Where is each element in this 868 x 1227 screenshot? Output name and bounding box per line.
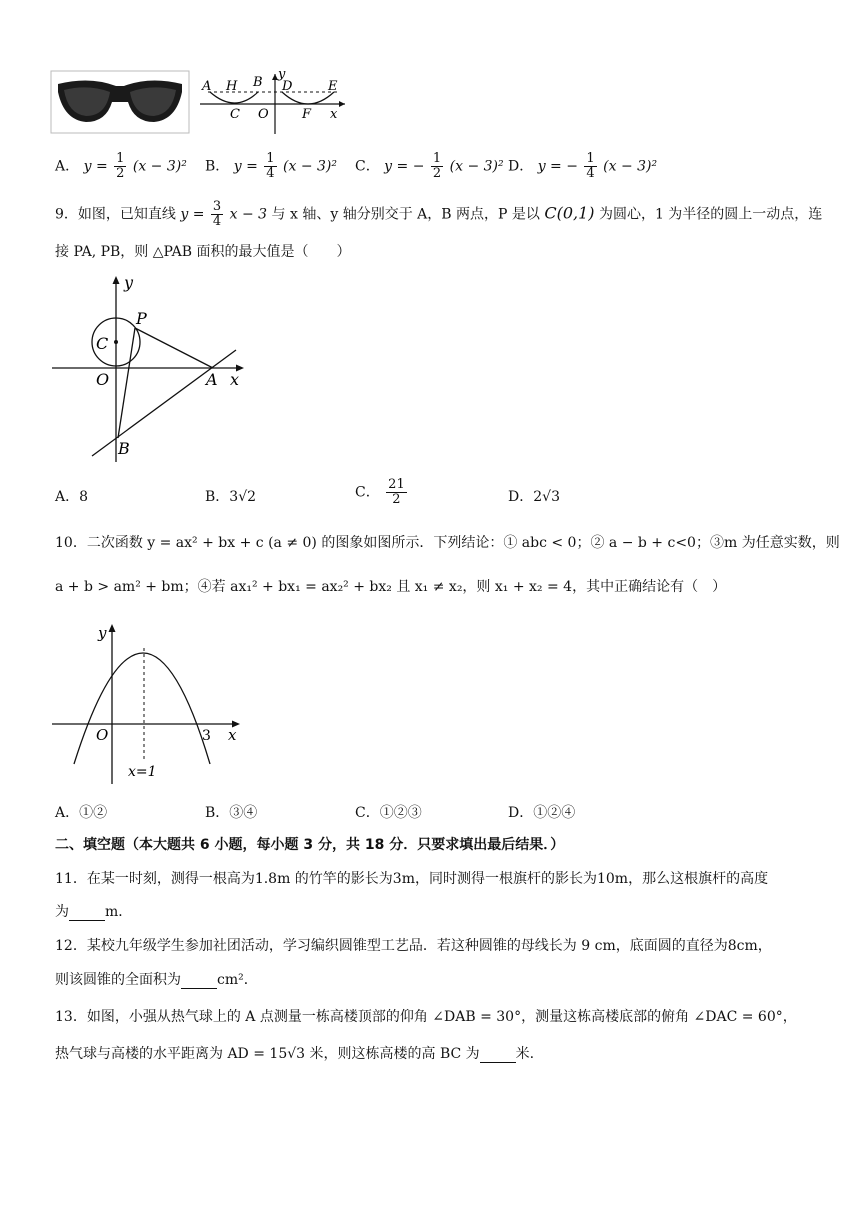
q10-label-O: O: [96, 726, 109, 744]
q8-option-c-rest: (x − 3)²: [449, 158, 504, 175]
q12-line2-text-b: cm²．: [217, 972, 258, 988]
q9-option-c[interactable]: [355, 478, 409, 507]
q12-stem-line1: 12．某校九年级学生参加社团活动，学习编织圆锥型工艺品．若这种圆锥的母线长为 9 cm，底面圆的直径为8cm，: [55, 938, 772, 954]
q13-stem-line1: 13．如图，小强从热气球上的 A 点测量一栋高楼顶部的仰角 ∠DAB = 30°，测量这栋高楼底部的俯角 ∠DAC = 60°，: [55, 1009, 797, 1025]
q9-option-a-letter: A．: [55, 489, 80, 505]
section2-heading: 二、填空题（本大题共 6 小题，每小题 3 分，共 18 分．只要求填出最后结果．）: [55, 837, 565, 853]
q9-option-d-text: 2√3: [533, 489, 560, 505]
q9-slope-fraction: $\frac{3}{4}$: [212, 199, 222, 229]
q10-label-x: x: [228, 726, 237, 744]
q8-label-y: y: [278, 70, 286, 82]
q10-figure-svg: [50, 618, 250, 786]
q10-option-d-letter: D．: [508, 805, 534, 821]
q10-option-b[interactable]: [205, 802, 257, 822]
q10-option-d[interactable]: [508, 802, 575, 822]
q9-figure: [50, 272, 250, 464]
q10-stem-line2: a + b > am² + bm；④若 ax₁² + bx₁ = ax₂² + bx₂ 且 x₁ ≠ x₂，则 x₁ + x₂ = 4，其中正确结论有（ ）: [55, 579, 727, 595]
q11-answer-blank[interactable]: [69, 906, 105, 921]
q9-eq-right: x − 3: [229, 206, 268, 223]
q10-option-c-letter: C．: [355, 805, 380, 821]
q8-figure-svg: [50, 70, 350, 136]
q8-label-A: A: [202, 79, 212, 94]
q10-figure: [50, 618, 250, 786]
q10-option-b-letter: B．: [205, 805, 230, 821]
q9-eq-left: y =: [180, 206, 205, 223]
q9-stem-line2: 接 PA, PB，则 △PAB 面积的最大值是（ ）: [55, 244, 351, 260]
q8-option-b-fraction: $\frac{1}{4}$: [266, 151, 275, 181]
q9-label-B: B: [118, 439, 130, 458]
q9-label-x: x: [230, 370, 240, 389]
q8-option-a-sign: y =: [83, 158, 108, 175]
q8-label-D: D: [282, 79, 293, 94]
q9-option-d[interactable]: [508, 486, 560, 506]
q10-option-d-text: ①②④: [533, 805, 576, 821]
q9-option-c-letter: C．: [355, 484, 380, 501]
q9-option-d-letter: D．: [508, 489, 534, 505]
q8-option-b-letter: B．: [205, 158, 230, 175]
q8-option-b-sign: y =: [233, 158, 258, 175]
q9-option-c-fraction: $\frac{21}{2}$: [388, 477, 405, 507]
q8-option-c[interactable]: [355, 152, 504, 181]
q8-option-d-letter: D．: [508, 158, 534, 175]
q10-option-a-letter: A．: [55, 805, 80, 821]
q8-graph: [200, 74, 345, 134]
q8-option-a[interactable]: [55, 152, 187, 181]
q9-option-b-text: 3√2: [229, 489, 257, 505]
q8-option-d-fraction: $\frac{1}{4}$: [586, 151, 595, 181]
q11-stem-line2: [55, 903, 132, 921]
q9-stem-text-d: 为圆心，1 为半径的圆上一动点，连: [598, 206, 823, 223]
q10-stem-line1: 10．二次函数 y = ax² + bx + c (a ≠ 0) 的图象如图所示．下列结论：① abc < 0；② a − b + c<0；③m 为任意实数，则: [55, 535, 840, 551]
q10-option-b-text: ③④: [229, 805, 258, 821]
q11-stem-line1: 11．在某一时刻，测得一根高为1.8m 的竹竿的影长为3m，同时测得一根旗杆的影长为10m，那么这根旗杆的高度: [55, 871, 769, 887]
q9-stem-text-a: 9．如图，已知直线: [55, 206, 176, 223]
q8-option-c-sign: y = −: [384, 158, 425, 175]
q8-label-E: E: [328, 79, 338, 94]
q13-line2-text-a: 热气球与高楼的水平距离为 AD = 15√3 米，则这栋高楼的高 BC 为: [55, 1046, 480, 1062]
q10-option-a[interactable]: [55, 802, 107, 822]
q8-option-b-rest: (x − 3)²: [283, 158, 338, 175]
q9-label-A: A: [206, 370, 218, 389]
q13-answer-blank[interactable]: [480, 1048, 516, 1063]
q8-label-x: x: [330, 107, 338, 122]
q9-option-b[interactable]: [205, 486, 256, 506]
q9-label-C: C: [96, 334, 109, 353]
q8-label-F: F: [302, 107, 312, 122]
q8-option-b[interactable]: [205, 152, 337, 181]
q9-stem-text-b: 与 x 轴、y 轴分别交于 A，B 两点，P 是以: [271, 206, 540, 223]
q9-label-y: y: [124, 273, 134, 292]
q10-option-c[interactable]: [355, 802, 422, 822]
q8-option-a-fraction: $\frac{1}{2}$: [116, 151, 125, 181]
q9-option-a[interactable]: [55, 486, 88, 506]
q13-stem-line2: [55, 1045, 534, 1063]
q8-option-d-sign: y = −: [537, 158, 578, 175]
q9-option-a-text: 8: [79, 489, 89, 505]
q8-figure: [50, 70, 350, 136]
q10-option-a-text: ①②: [79, 805, 108, 821]
q9-center-point: C(0,1): [544, 203, 595, 223]
q9-label-P: P: [136, 309, 147, 328]
q13-line2-text-b: 米.: [515, 1046, 535, 1062]
q9-label-O: O: [96, 370, 110, 389]
q10-axis-of-symmetry-label: x=1: [128, 764, 157, 780]
q8-option-a-rest: (x − 3)²: [132, 158, 187, 175]
q12-stem-line2: [55, 971, 258, 989]
q8-option-d[interactable]: [508, 152, 657, 181]
q8-label-B: B: [253, 75, 263, 90]
q11-line2-text-b: m．: [105, 904, 133, 920]
q8-option-c-fraction: $\frac{1}{2}$: [432, 151, 442, 181]
q8-option-c-letter: C．: [355, 158, 380, 175]
q9-figure-svg: [50, 272, 250, 464]
q12-answer-blank[interactable]: [181, 974, 217, 989]
q11-line2-text-a: 为: [55, 904, 69, 920]
q10-option-c-text: ①②③: [379, 805, 422, 821]
q8-label-C: C: [230, 107, 240, 122]
q12-line2-text-a: 则该圆锥的全面积为: [55, 972, 181, 988]
q8-label-O: O: [258, 107, 269, 122]
q8-option-a-letter: A．: [55, 158, 80, 175]
q9-stem-line1: [55, 200, 822, 229]
q10-label-y: y: [98, 624, 107, 642]
q8-label-H: H: [226, 79, 238, 94]
q10-label-3: 3: [202, 728, 211, 744]
q8-option-d-rest: (x − 3)²: [603, 158, 658, 175]
q9-option-b-letter: B．: [205, 489, 230, 505]
